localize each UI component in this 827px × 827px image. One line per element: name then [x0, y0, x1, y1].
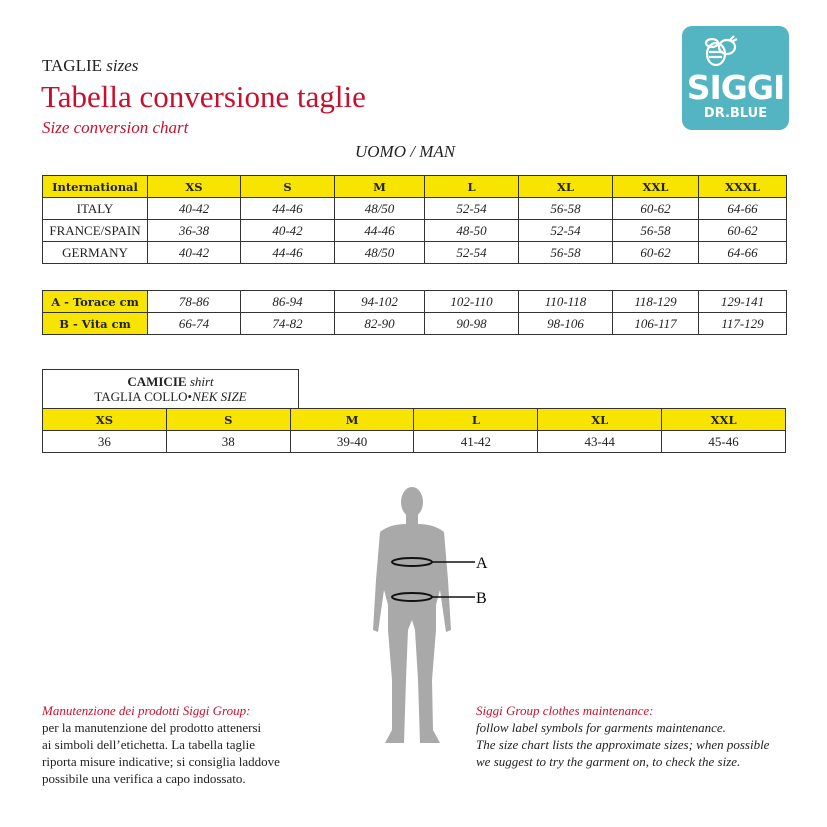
- measures-table: [42, 290, 787, 335]
- value-cell: 41-42: [414, 431, 538, 453]
- note-line: ai simboli dell’etichetta. La tabella taglie: [42, 737, 255, 752]
- value-cell: 60-62: [613, 198, 699, 220]
- shirt-subtitle: TAGLIA COLLO•: [94, 389, 193, 404]
- value-cell: 44-46: [335, 220, 425, 242]
- value-cell: 64-66: [699, 242, 787, 264]
- note-line: follow label symbols for garments maintenance.: [476, 720, 726, 735]
- value-cell: 64-66: [699, 198, 787, 220]
- header-cell: XS: [148, 176, 241, 198]
- value-cell: 48-50: [425, 220, 519, 242]
- maintenance-note-it: [42, 702, 280, 787]
- page-title: Tabella conversione taglie: [41, 79, 366, 114]
- value-cell: 78-86: [148, 291, 241, 313]
- value-cell: 110-118: [519, 291, 613, 313]
- shirt-title-bold: CAMICIE: [127, 374, 187, 389]
- label-b: B: [476, 590, 487, 607]
- header-cell: S: [241, 176, 335, 198]
- header-cell: International: [43, 176, 148, 198]
- section-title: UOMO / MAN: [355, 142, 456, 161]
- value-cell: 52-54: [425, 198, 519, 220]
- shirt-table-title: [42, 369, 299, 408]
- header-cell: L: [414, 409, 538, 431]
- header-cell: XS: [43, 409, 167, 431]
- label-a: A: [476, 555, 488, 572]
- value-cell: 74-82: [241, 313, 335, 335]
- value-cell: 36-38: [148, 220, 241, 242]
- row-label: A - Torace cm: [43, 291, 148, 313]
- header-cell: XL: [519, 176, 613, 198]
- row-label: B - Vita cm: [43, 313, 148, 335]
- header-cell: XXL: [613, 176, 699, 198]
- header-row: [43, 409, 786, 431]
- header-cell: L: [425, 176, 519, 198]
- table-row: [43, 220, 787, 242]
- human-silhouette: [373, 487, 451, 743]
- table-row: [43, 431, 786, 453]
- header-cell: S: [166, 409, 290, 431]
- shirt-title-italic: shirt: [189, 374, 214, 389]
- value-cell: 118-129: [613, 291, 699, 313]
- value-cell: 56-58: [613, 220, 699, 242]
- value-cell: 45-46: [662, 431, 786, 453]
- note-title: Siggi Group clothes maintenance:: [476, 703, 654, 718]
- note-line: riporta misure indicative; si consiglia laddove: [42, 754, 280, 769]
- value-cell: 102-110: [425, 291, 519, 313]
- value-cell: 94-102: [335, 291, 425, 313]
- value-cell: 86-94: [241, 291, 335, 313]
- kicker-main: TAGLIE: [42, 56, 103, 75]
- note-line: per la manutenzione del prodotto attenersi: [42, 720, 262, 735]
- table-row: [43, 242, 787, 264]
- value-cell: 56-58: [519, 242, 613, 264]
- logo-sub: DR.BLUE: [703, 106, 768, 121]
- value-cell: 44-46: [241, 198, 335, 220]
- value-cell: 117-129: [699, 313, 787, 335]
- value-cell: 82-90: [335, 313, 425, 335]
- conversion-table: [42, 175, 787, 264]
- row-label: ITALY: [43, 198, 148, 220]
- value-cell: 106-117: [613, 313, 699, 335]
- note-title: Manutenzione dei prodotti Siggi Group:: [42, 703, 251, 718]
- table-row: [43, 291, 787, 313]
- value-cell: 60-62: [699, 220, 787, 242]
- table-row: [43, 198, 787, 220]
- value-cell: 56-58: [519, 198, 613, 220]
- value-cell: 48/50: [335, 242, 425, 264]
- header-cell: M: [335, 176, 425, 198]
- kicker: [42, 56, 138, 76]
- siggi-logo: [682, 26, 789, 130]
- header-cell: XXL: [662, 409, 786, 431]
- shirt-size-table: [42, 408, 786, 453]
- value-cell: 90-98: [425, 313, 519, 335]
- row-label: GERMANY: [43, 242, 148, 264]
- header-cell: XL: [538, 409, 662, 431]
- header-row: [43, 176, 787, 198]
- page-subtitle: Size conversion chart: [42, 118, 189, 137]
- value-cell: 43-44: [538, 431, 662, 453]
- value-cell: 40-42: [148, 242, 241, 264]
- value-cell: 129-141: [699, 291, 787, 313]
- header-cell: XXXL: [699, 176, 787, 198]
- logo-brand: SIGGI: [686, 68, 785, 107]
- value-cell: 38: [166, 431, 290, 453]
- value-cell: 52-54: [425, 242, 519, 264]
- note-line: possibile una verifica a capo indossato.: [42, 771, 246, 786]
- value-cell: 44-46: [241, 242, 335, 264]
- note-line: we suggest to try the garment on, to check the size.: [476, 754, 741, 769]
- value-cell: 52-54: [519, 220, 613, 242]
- value-cell: 60-62: [613, 242, 699, 264]
- value-cell: 40-42: [241, 220, 335, 242]
- value-cell: 39-40: [290, 431, 414, 453]
- row-label: FRANCE/SPAIN: [43, 220, 148, 242]
- bee-icon: [700, 32, 740, 68]
- value-cell: 48/50: [335, 198, 425, 220]
- value-cell: 36: [43, 431, 167, 453]
- kicker-italic: sizes: [106, 56, 139, 75]
- value-cell: 40-42: [148, 198, 241, 220]
- note-line: The size chart lists the approximate sizes; when possible: [476, 737, 770, 752]
- maintenance-note-en: [476, 702, 769, 770]
- value-cell: 98-106: [519, 313, 613, 335]
- shirt-subtitle-italic: NEK SIZE: [192, 389, 247, 404]
- value-cell: 66-74: [148, 313, 241, 335]
- header-cell: M: [290, 409, 414, 431]
- table-row: [43, 313, 787, 335]
